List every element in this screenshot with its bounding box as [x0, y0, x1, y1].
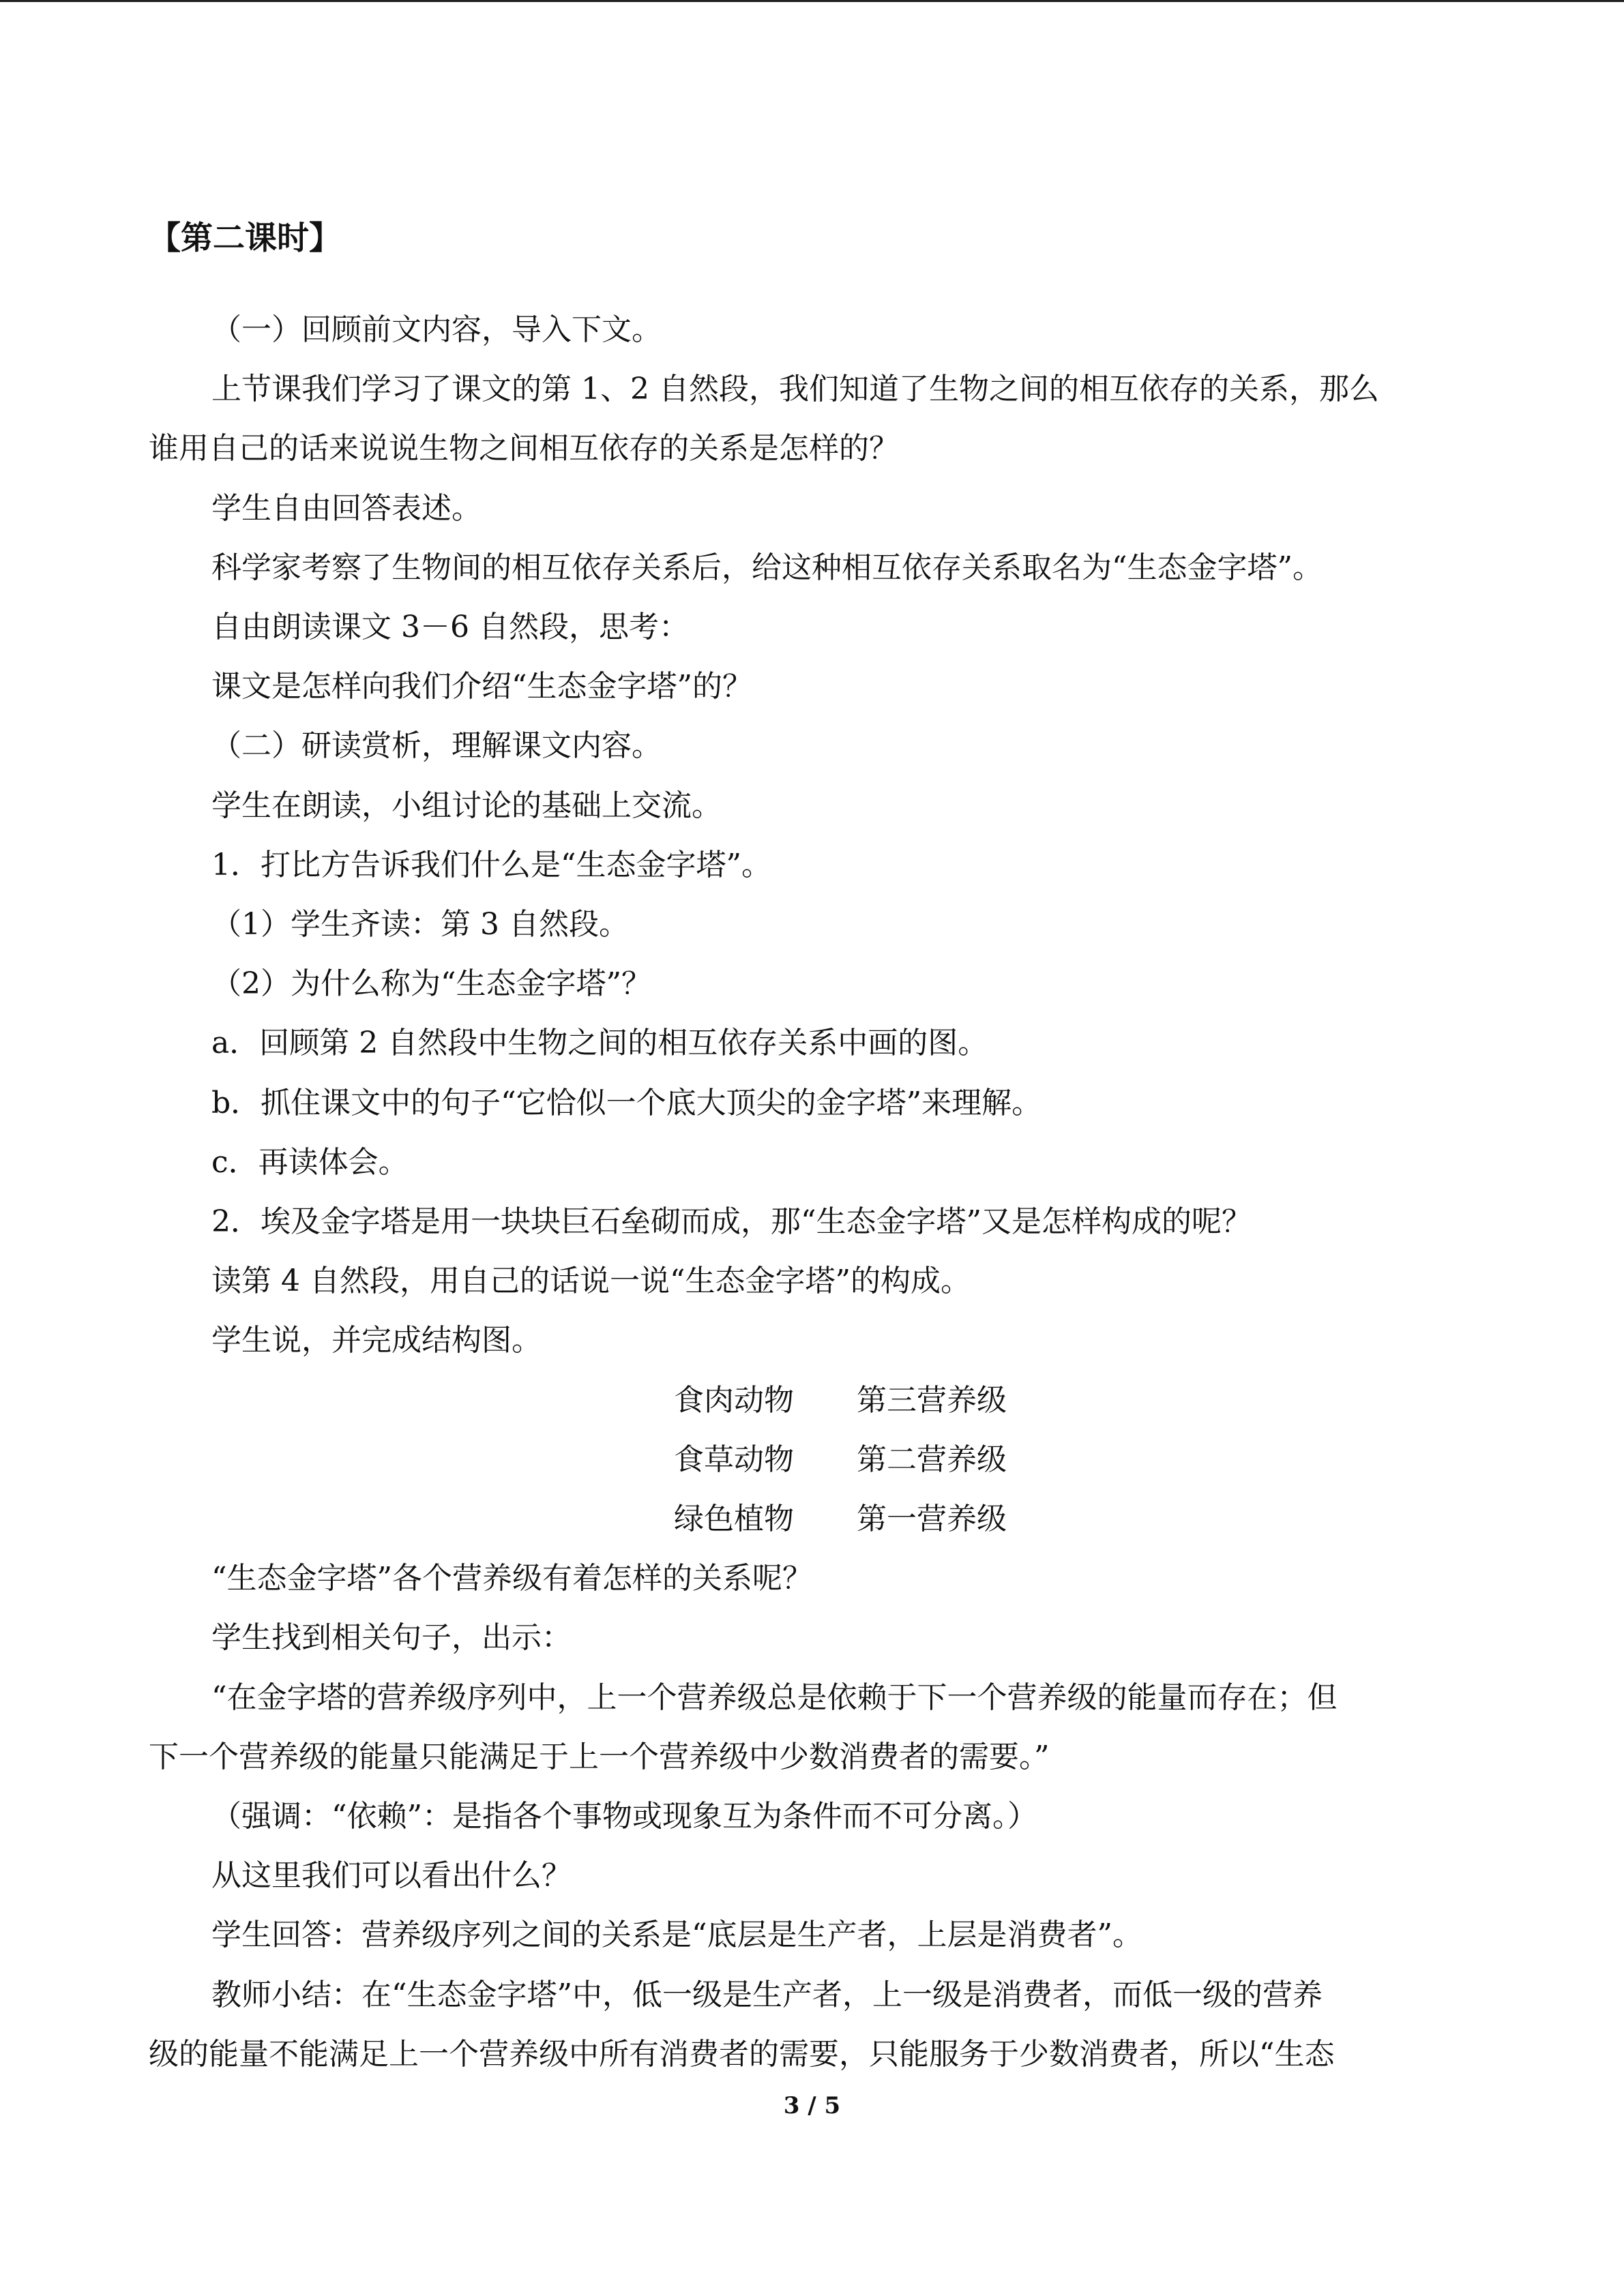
structure-level: 第二营养级: [857, 1442, 1007, 1477]
document-body: [149, 217, 1472, 2084]
paragraph-line: 级的能量不能满足上一个营养级中所有消费者的需要，只能服务于少数消费者，所以“生态: [149, 2036, 1335, 2072]
paragraph-line: 自由朗读课文 3－6 自然段，思考：: [211, 610, 689, 645]
paragraph-line: 学生在朗读，小组讨论的基础上交流。: [211, 788, 722, 823]
structure-level: 第一营养级: [857, 1502, 1007, 1537]
paragraph-line: b．抓住课文中的句子“它恰似一个底大顶尖的金字塔”来理解。: [211, 1085, 1042, 1120]
discussion-paragraphs: [149, 1549, 1472, 2084]
paragraph-line: （1）学生齐读：第 3 自然段。: [211, 907, 629, 942]
structure-organism: 绿色植物: [674, 1502, 794, 1537]
paragraph-line: 1．打比方告诉我们什么是“生态金字塔”。: [211, 847, 771, 882]
trophic-structure-diagram: [149, 1371, 1472, 1549]
paragraph-line: 读第 4 自然段，用自己的话说一说“生态金字塔”的构成。: [211, 1264, 971, 1299]
structure-row: [149, 1489, 1472, 1549]
structure-organism: 食肉动物: [674, 1382, 794, 1418]
paragraph-line: “生态金字塔”各个营养级有着怎样的关系呢？: [211, 1561, 812, 1596]
paragraph-line: 上节课我们学习了课文的第 1、2 自然段，我们知道了生物之间的相互依存的关系，那么: [211, 372, 1379, 407]
paragraph-line: “在金字塔的营养级序列中，上一个营养级总是依赖于下一个营养级的能量而存在；但: [211, 1680, 1338, 1715]
paragraph-line: 科学家考察了生物间的相互依存关系后，给这种相互依存关系取名为“生态金字塔”。: [211, 550, 1323, 585]
structure-row: [149, 1371, 1472, 1430]
paragraph-line: （2）为什么称为“生态金字塔”？: [211, 966, 651, 1002]
paragraph-line: （二）研读赏析，理解课文内容。: [211, 728, 662, 764]
paragraph-line: （一）回顾前文内容，导入下文。: [211, 312, 662, 347]
top-border-line: [0, 0, 1624, 2]
paragraph-line: 从这里我们可以看出什么？: [211, 1858, 572, 1894]
paragraph-line: 学生找到相关句子，出示：: [211, 1620, 572, 1656]
paragraph-line: a．回顾第 2 自然段中生物之间的相互依存关系中画的图。: [211, 1026, 988, 1061]
paragraph-line: c．再读体会。: [211, 1144, 409, 1180]
paragraph-line: 2．埃及金字塔是用一块块巨石垒砌而成，那“生态金字塔”又是怎样构成的呢？: [211, 1204, 1252, 1240]
paragraph-line: 学生回答：营养级序列之间的关系是“底层是生产者，上层是消费者”。: [211, 1918, 1142, 1953]
structure-organism: 食草动物: [674, 1442, 794, 1477]
section-title: 【第二课时】: [149, 220, 341, 257]
paragraph-line: 下一个营养级的能量只能满足于上一个营养级中少数消费者的需要。”: [149, 1739, 1050, 1774]
paragraph-line: 学生自由回答表述。: [211, 490, 482, 526]
paragraph-line: 教师小结：在“生态金字塔”中，低一级是生产者，上一级是消费者，而低一级的营养: [211, 1977, 1323, 2012]
structure-level: 第三营养级: [857, 1382, 1007, 1418]
paragraph-line: （强调：“依赖”：是指各个事物或现象互为条件而不可分离。）: [211, 1799, 1037, 1834]
structure-row: [149, 1430, 1472, 1489]
page-number: 3 / 5: [783, 2092, 841, 2119]
intro-paragraphs: [149, 300, 1472, 1371]
paragraph-line: 谁用自己的话来说说生物之间相互依存的关系是怎样的？: [149, 431, 899, 466]
paragraph-line: 学生说，并完成结构图。: [211, 1323, 542, 1358]
paragraph-line: 课文是怎样向我们介绍“生态金字塔”的？: [211, 669, 752, 704]
